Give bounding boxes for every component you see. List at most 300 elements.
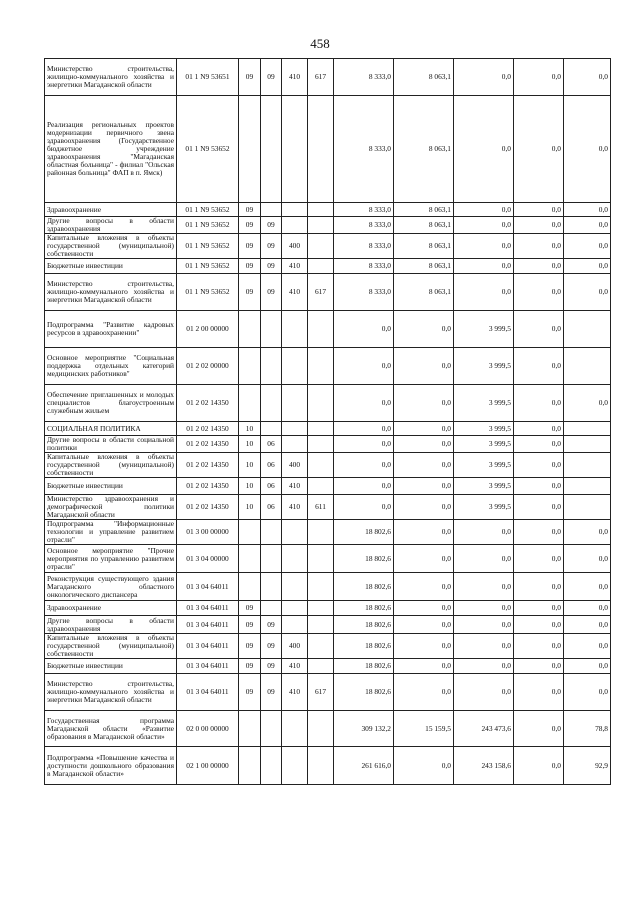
cell-rz: 10 bbox=[239, 478, 261, 495]
cell-vr bbox=[282, 96, 308, 203]
cell-grbs bbox=[308, 634, 334, 659]
cell-code: 01 3 04 64011 bbox=[177, 573, 239, 601]
table-row bbox=[45, 385, 611, 422]
cell-v2: 8 063,1 bbox=[394, 274, 454, 311]
cell-v5: 0,0 bbox=[564, 59, 611, 96]
cell-grbs bbox=[308, 573, 334, 601]
cell-v3: 0,0 bbox=[454, 203, 514, 217]
cell-v1: 0,0 bbox=[334, 478, 394, 495]
cell-rz: 09 bbox=[239, 634, 261, 659]
cell-v5: 0,0 bbox=[564, 545, 611, 573]
cell-v1: 18 802,6 bbox=[334, 659, 394, 674]
cell-v2: 0,0 bbox=[394, 478, 454, 495]
cell-rz bbox=[239, 385, 261, 422]
cell-pr bbox=[261, 422, 282, 436]
cell-name: Бюджетные инвестиции bbox=[45, 659, 177, 674]
cell-v3: 0,0 bbox=[454, 634, 514, 659]
cell-v3: 3 999,5 bbox=[454, 478, 514, 495]
cell-vr bbox=[282, 616, 308, 634]
cell-v3: 0,0 bbox=[454, 573, 514, 601]
cell-v5: 0,0 bbox=[564, 573, 611, 601]
cell-v1: 8 333,0 bbox=[334, 259, 394, 274]
cell-v3: 0,0 bbox=[454, 234, 514, 259]
table-row bbox=[45, 217, 611, 234]
cell-name: Министерство строительства, жилищно-коммунального хозяйства и энергетики Магаданской области bbox=[45, 59, 177, 96]
cell-code: 01 1 N9 53652 bbox=[177, 217, 239, 234]
cell-v2: 0,0 bbox=[394, 495, 454, 520]
cell-v2: 0,0 bbox=[394, 634, 454, 659]
cell-v5: 78,8 bbox=[564, 711, 611, 747]
cell-rz: 09 bbox=[239, 59, 261, 96]
cell-vr bbox=[282, 545, 308, 573]
table-row bbox=[45, 520, 611, 545]
cell-name: Подпрограмма "Информационные технологии и управление развитием отрасли" bbox=[45, 520, 177, 545]
cell-grbs bbox=[308, 311, 334, 348]
cell-v4: 0,0 bbox=[514, 711, 564, 747]
cell-rz: 10 bbox=[239, 436, 261, 453]
cell-v2: 0,0 bbox=[394, 747, 454, 785]
cell-v4: 0,0 bbox=[514, 495, 564, 520]
cell-v5 bbox=[564, 311, 611, 348]
cell-v5: 0,0 bbox=[564, 217, 611, 234]
cell-v2: 8 063,1 bbox=[394, 217, 454, 234]
cell-v3: 3 999,5 bbox=[454, 436, 514, 453]
table-row bbox=[45, 234, 611, 259]
cell-name: Другие вопросы в области здравоохранения bbox=[45, 616, 177, 634]
cell-v4: 0,0 bbox=[514, 234, 564, 259]
cell-code: 01 2 00 00000 bbox=[177, 311, 239, 348]
cell-v1: 18 802,6 bbox=[334, 634, 394, 659]
cell-grbs: 617 bbox=[308, 59, 334, 96]
budget-table bbox=[44, 58, 611, 785]
cell-pr: 09 bbox=[261, 234, 282, 259]
cell-v4: 0,0 bbox=[514, 747, 564, 785]
cell-code: 01 3 04 64011 bbox=[177, 601, 239, 616]
cell-v3: 0,0 bbox=[454, 659, 514, 674]
cell-pr bbox=[261, 711, 282, 747]
cell-v5 bbox=[564, 422, 611, 436]
cell-vr bbox=[282, 747, 308, 785]
table-row bbox=[45, 203, 611, 217]
table-row bbox=[45, 616, 611, 634]
cell-grbs bbox=[308, 96, 334, 203]
cell-v5: 0,0 bbox=[564, 634, 611, 659]
cell-code: 01 2 02 14350 bbox=[177, 436, 239, 453]
cell-v3: 3 999,5 bbox=[454, 311, 514, 348]
cell-v1: 0,0 bbox=[334, 311, 394, 348]
cell-v5: 0,0 bbox=[564, 674, 611, 711]
cell-v1: 8 333,0 bbox=[334, 96, 394, 203]
cell-name: Другие вопросы в области социальной политики bbox=[45, 436, 177, 453]
cell-v5: 0,0 bbox=[564, 601, 611, 616]
cell-name: Подпрограмма «Повышение качества и доступности дошкольного образования в Магаданской области» bbox=[45, 747, 177, 785]
cell-vr: 410 bbox=[282, 274, 308, 311]
cell-name: Здравоохранение bbox=[45, 203, 177, 217]
cell-name: Бюджетные инвестиции bbox=[45, 478, 177, 495]
cell-v1: 8 333,0 bbox=[334, 234, 394, 259]
cell-code: 01 2 02 14350 bbox=[177, 495, 239, 520]
cell-v1: 0,0 bbox=[334, 348, 394, 385]
cell-v4: 0,0 bbox=[514, 422, 564, 436]
cell-code: 02 0 00 00000 bbox=[177, 711, 239, 747]
table-row bbox=[45, 747, 611, 785]
cell-v2: 8 063,1 bbox=[394, 203, 454, 217]
cell-v2: 0,0 bbox=[394, 520, 454, 545]
cell-name: Реконструкция существующего здания Магаданского областного онкологического диспансера bbox=[45, 573, 177, 601]
cell-rz bbox=[239, 311, 261, 348]
cell-v3: 3 999,5 bbox=[454, 453, 514, 478]
table-row bbox=[45, 453, 611, 478]
cell-rz: 09 bbox=[239, 601, 261, 616]
cell-v1: 8 333,0 bbox=[334, 203, 394, 217]
table-row bbox=[45, 601, 611, 616]
cell-name: Подпрограмма "Развитие кадровых ресурсов в здравоохранении" bbox=[45, 311, 177, 348]
cell-v1: 0,0 bbox=[334, 385, 394, 422]
cell-pr bbox=[261, 348, 282, 385]
cell-v5: 0,0 bbox=[564, 385, 611, 422]
cell-v2: 8 063,1 bbox=[394, 96, 454, 203]
cell-v2: 0,0 bbox=[394, 573, 454, 601]
cell-code: 02 1 00 00000 bbox=[177, 747, 239, 785]
cell-code: 01 1 N9 53652 bbox=[177, 234, 239, 259]
cell-v1: 0,0 bbox=[334, 436, 394, 453]
cell-code: 01 2 02 14350 bbox=[177, 422, 239, 436]
cell-v5: 92,9 bbox=[564, 747, 611, 785]
cell-v3: 3 999,5 bbox=[454, 385, 514, 422]
cell-rz: 09 bbox=[239, 616, 261, 634]
cell-v5: 0,0 bbox=[564, 259, 611, 274]
cell-v1: 18 802,6 bbox=[334, 601, 394, 616]
cell-v4: 0,0 bbox=[514, 259, 564, 274]
cell-pr bbox=[261, 520, 282, 545]
cell-rz bbox=[239, 573, 261, 601]
cell-v3: 0,0 bbox=[454, 520, 514, 545]
cell-pr bbox=[261, 96, 282, 203]
cell-rz: 09 bbox=[239, 259, 261, 274]
cell-v4: 0,0 bbox=[514, 601, 564, 616]
cell-v1: 0,0 bbox=[334, 422, 394, 436]
cell-v3: 0,0 bbox=[454, 616, 514, 634]
cell-pr bbox=[261, 747, 282, 785]
cell-v2: 15 159,5 bbox=[394, 711, 454, 747]
cell-v3: 0,0 bbox=[454, 674, 514, 711]
cell-code: 01 2 02 14350 bbox=[177, 478, 239, 495]
table-row bbox=[45, 711, 611, 747]
cell-pr bbox=[261, 545, 282, 573]
cell-v5: 0,0 bbox=[564, 234, 611, 259]
table-row bbox=[45, 422, 611, 436]
cell-v4: 0,0 bbox=[514, 274, 564, 311]
cell-v1: 0,0 bbox=[334, 453, 394, 478]
cell-vr bbox=[282, 601, 308, 616]
cell-pr: 09 bbox=[261, 634, 282, 659]
cell-name: Другие вопросы в области здравоохранения bbox=[45, 217, 177, 234]
cell-v4: 0,0 bbox=[514, 573, 564, 601]
cell-v2: 8 063,1 bbox=[394, 259, 454, 274]
cell-v3: 0,0 bbox=[454, 545, 514, 573]
cell-rz: 09 bbox=[239, 217, 261, 234]
cell-code: 01 2 02 14350 bbox=[177, 385, 239, 422]
cell-v2: 0,0 bbox=[394, 674, 454, 711]
cell-v2: 0,0 bbox=[394, 659, 454, 674]
cell-vr bbox=[282, 422, 308, 436]
cell-vr: 410 bbox=[282, 674, 308, 711]
cell-name: Здравоохранение bbox=[45, 601, 177, 616]
cell-code: 01 2 02 00000 bbox=[177, 348, 239, 385]
cell-pr: 09 bbox=[261, 217, 282, 234]
cell-v1: 8 333,0 bbox=[334, 274, 394, 311]
cell-grbs bbox=[308, 259, 334, 274]
cell-vr bbox=[282, 311, 308, 348]
cell-name: Основное мероприятие "Социальная поддержка отдельных категорий медицинских работников" bbox=[45, 348, 177, 385]
cell-v5: 0,0 bbox=[564, 520, 611, 545]
cell-pr: 09 bbox=[261, 674, 282, 711]
cell-vr: 400 bbox=[282, 234, 308, 259]
cell-pr bbox=[261, 385, 282, 422]
cell-grbs bbox=[308, 422, 334, 436]
cell-v3: 0,0 bbox=[454, 274, 514, 311]
cell-v5 bbox=[564, 495, 611, 520]
cell-name: Бюджетные инвестиции bbox=[45, 259, 177, 274]
cell-v1: 18 802,6 bbox=[334, 674, 394, 711]
table-row bbox=[45, 478, 611, 495]
table-row bbox=[45, 311, 611, 348]
cell-grbs bbox=[308, 601, 334, 616]
cell-name: Капитальные вложения в объекты государственной (муниципальной) собственности bbox=[45, 634, 177, 659]
cell-vr: 410 bbox=[282, 659, 308, 674]
cell-pr: 06 bbox=[261, 453, 282, 478]
cell-rz: 09 bbox=[239, 674, 261, 711]
cell-grbs bbox=[308, 520, 334, 545]
cell-vr: 410 bbox=[282, 495, 308, 520]
cell-rz: 10 bbox=[239, 495, 261, 520]
cell-v2: 8 063,1 bbox=[394, 234, 454, 259]
cell-rz: 09 bbox=[239, 234, 261, 259]
cell-pr: 06 bbox=[261, 478, 282, 495]
cell-vr bbox=[282, 385, 308, 422]
cell-vr bbox=[282, 436, 308, 453]
cell-v2: 0,0 bbox=[394, 385, 454, 422]
table-row bbox=[45, 59, 611, 96]
table-row bbox=[45, 495, 611, 520]
cell-v2: 8 063,1 bbox=[394, 59, 454, 96]
cell-v5: 0,0 bbox=[564, 203, 611, 217]
cell-name: Государственная программа Магаданской области «Развитие образования в Магаданской области» bbox=[45, 711, 177, 747]
cell-pr: 06 bbox=[261, 436, 282, 453]
cell-rz: 09 bbox=[239, 659, 261, 674]
cell-v1: 18 802,6 bbox=[334, 573, 394, 601]
cell-code: 01 3 04 64011 bbox=[177, 659, 239, 674]
table-row bbox=[45, 259, 611, 274]
cell-v5 bbox=[564, 478, 611, 495]
cell-vr bbox=[282, 711, 308, 747]
cell-v1: 8 333,0 bbox=[334, 59, 394, 96]
cell-name: Министерство строительства, жилищно-коммунального хозяйства и энергетики Магаданской области bbox=[45, 274, 177, 311]
cell-v5 bbox=[564, 453, 611, 478]
cell-v1: 0,0 bbox=[334, 495, 394, 520]
cell-v1: 261 616,0 bbox=[334, 747, 394, 785]
cell-v5: 0,0 bbox=[564, 96, 611, 203]
cell-grbs: 617 bbox=[308, 274, 334, 311]
cell-pr bbox=[261, 311, 282, 348]
cell-v4: 0,0 bbox=[514, 59, 564, 96]
cell-v2: 0,0 bbox=[394, 311, 454, 348]
table-row bbox=[45, 96, 611, 203]
cell-grbs bbox=[308, 453, 334, 478]
cell-v3: 3 999,5 bbox=[454, 348, 514, 385]
cell-grbs bbox=[308, 217, 334, 234]
cell-code: 01 3 04 00000 bbox=[177, 545, 239, 573]
cell-v1: 18 802,6 bbox=[334, 616, 394, 634]
cell-v4: 0,0 bbox=[514, 203, 564, 217]
cell-v3: 3 999,5 bbox=[454, 495, 514, 520]
cell-v2: 0,0 bbox=[394, 422, 454, 436]
table-row bbox=[45, 545, 611, 573]
cell-v2: 0,0 bbox=[394, 453, 454, 478]
cell-code: 01 1 N9 53652 bbox=[177, 96, 239, 203]
table-row bbox=[45, 573, 611, 601]
cell-pr: 09 bbox=[261, 259, 282, 274]
cell-rz bbox=[239, 747, 261, 785]
cell-vr: 410 bbox=[282, 478, 308, 495]
cell-vr: 410 bbox=[282, 259, 308, 274]
cell-code: 01 3 00 00000 bbox=[177, 520, 239, 545]
cell-vr bbox=[282, 573, 308, 601]
cell-code: 01 1 N9 53652 bbox=[177, 203, 239, 217]
cell-v2: 0,0 bbox=[394, 616, 454, 634]
cell-name: Обеспечение приглашенных и молодых специалистов благоустроенным служебным жильем bbox=[45, 385, 177, 422]
cell-vr bbox=[282, 217, 308, 234]
cell-v4: 0,0 bbox=[514, 217, 564, 234]
cell-grbs bbox=[308, 659, 334, 674]
cell-grbs: 611 bbox=[308, 495, 334, 520]
cell-v3: 0,0 bbox=[454, 59, 514, 96]
cell-pr: 09 bbox=[261, 59, 282, 96]
cell-v2: 0,0 bbox=[394, 601, 454, 616]
cell-v4: 0,0 bbox=[514, 311, 564, 348]
cell-grbs bbox=[308, 385, 334, 422]
cell-grbs bbox=[308, 478, 334, 495]
cell-code: 01 3 04 64011 bbox=[177, 674, 239, 711]
cell-vr bbox=[282, 203, 308, 217]
cell-vr: 400 bbox=[282, 634, 308, 659]
cell-v5 bbox=[564, 436, 611, 453]
cell-v3: 3 999,5 bbox=[454, 422, 514, 436]
cell-grbs bbox=[308, 203, 334, 217]
cell-grbs bbox=[308, 545, 334, 573]
cell-pr: 09 bbox=[261, 659, 282, 674]
cell-grbs bbox=[308, 747, 334, 785]
cell-rz: 10 bbox=[239, 453, 261, 478]
cell-v4: 0,0 bbox=[514, 96, 564, 203]
cell-v3: 0,0 bbox=[454, 217, 514, 234]
cell-rz bbox=[239, 520, 261, 545]
cell-vr bbox=[282, 520, 308, 545]
cell-code: 01 1 N9 53652 bbox=[177, 259, 239, 274]
cell-grbs bbox=[308, 711, 334, 747]
cell-name: Реализация региональных проектов модернизации первичного звена здравоохранения (Государственное бюджетное учреждение здравоохранения "Магаданская областная больница" - филиал "Ольская районная больница" ФАП в п. Ямск) bbox=[45, 96, 177, 203]
cell-v4: 0,0 bbox=[514, 634, 564, 659]
cell-rz: 10 bbox=[239, 422, 261, 436]
cell-code: 01 1 N9 53652 bbox=[177, 274, 239, 311]
cell-v1: 8 333,0 bbox=[334, 217, 394, 234]
cell-v4: 0,0 bbox=[514, 348, 564, 385]
cell-rz: 09 bbox=[239, 203, 261, 217]
cell-v5 bbox=[564, 348, 611, 385]
table-row bbox=[45, 274, 611, 311]
cell-rz bbox=[239, 711, 261, 747]
cell-v2: 0,0 bbox=[394, 436, 454, 453]
cell-v4: 0,0 bbox=[514, 453, 564, 478]
cell-v2: 0,0 bbox=[394, 545, 454, 573]
cell-v4: 0,0 bbox=[514, 674, 564, 711]
cell-v5: 0,0 bbox=[564, 659, 611, 674]
cell-grbs bbox=[308, 616, 334, 634]
cell-v3: 0,0 bbox=[454, 259, 514, 274]
cell-grbs bbox=[308, 436, 334, 453]
cell-v4: 0,0 bbox=[514, 545, 564, 573]
cell-v3: 243 158,6 bbox=[454, 747, 514, 785]
cell-pr bbox=[261, 203, 282, 217]
cell-v2: 0,0 bbox=[394, 348, 454, 385]
cell-name: Министерство строительства, жилищно-коммунального хозяйства и энергетики Магаданской области bbox=[45, 674, 177, 711]
cell-vr: 410 bbox=[282, 59, 308, 96]
table-row bbox=[45, 659, 611, 674]
table-row bbox=[45, 674, 611, 711]
cell-pr: 09 bbox=[261, 274, 282, 311]
cell-v5: 0,0 bbox=[564, 274, 611, 311]
cell-pr: 09 bbox=[261, 616, 282, 634]
cell-pr bbox=[261, 601, 282, 616]
cell-name: СОЦИАЛЬНАЯ ПОЛИТИКА bbox=[45, 422, 177, 436]
page-number: 458 bbox=[310, 36, 330, 51]
cell-v4: 0,0 bbox=[514, 520, 564, 545]
cell-rz: 09 bbox=[239, 274, 261, 311]
cell-v4: 0,0 bbox=[514, 385, 564, 422]
cell-name: Капитальные вложения в объекты государственной (муниципальной) собственности bbox=[45, 453, 177, 478]
table-row bbox=[45, 436, 611, 453]
cell-name: Основное мероприятие "Прочие мероприятия по управлению развитием отрасли" bbox=[45, 545, 177, 573]
cell-rz bbox=[239, 96, 261, 203]
cell-vr bbox=[282, 348, 308, 385]
cell-v3: 0,0 bbox=[454, 601, 514, 616]
cell-v1: 309 132,2 bbox=[334, 711, 394, 747]
cell-v4: 0,0 bbox=[514, 659, 564, 674]
cell-v1: 18 802,6 bbox=[334, 520, 394, 545]
cell-v4: 0,0 bbox=[514, 616, 564, 634]
cell-grbs bbox=[308, 234, 334, 259]
cell-v3: 0,0 bbox=[454, 96, 514, 203]
cell-name: Министерство здравоохранения и демографической политики Магаданской области bbox=[45, 495, 177, 520]
cell-rz bbox=[239, 348, 261, 385]
cell-pr: 06 bbox=[261, 495, 282, 520]
cell-rz bbox=[239, 545, 261, 573]
cell-grbs: 617 bbox=[308, 674, 334, 711]
cell-code: 01 2 02 14350 bbox=[177, 453, 239, 478]
cell-name: Капитальные вложения в объекты государственной (муниципальной) собственности bbox=[45, 234, 177, 259]
cell-v3: 243 473,6 bbox=[454, 711, 514, 747]
table-row bbox=[45, 348, 611, 385]
cell-code: 01 1 N9 53651 bbox=[177, 59, 239, 96]
cell-code: 01 3 04 64011 bbox=[177, 634, 239, 659]
cell-vr: 400 bbox=[282, 453, 308, 478]
cell-v4: 0,0 bbox=[514, 478, 564, 495]
cell-v4: 0,0 bbox=[514, 436, 564, 453]
budget-table-body bbox=[45, 59, 611, 785]
cell-v1: 18 802,6 bbox=[334, 545, 394, 573]
cell-pr bbox=[261, 573, 282, 601]
cell-code: 01 3 04 64011 bbox=[177, 616, 239, 634]
